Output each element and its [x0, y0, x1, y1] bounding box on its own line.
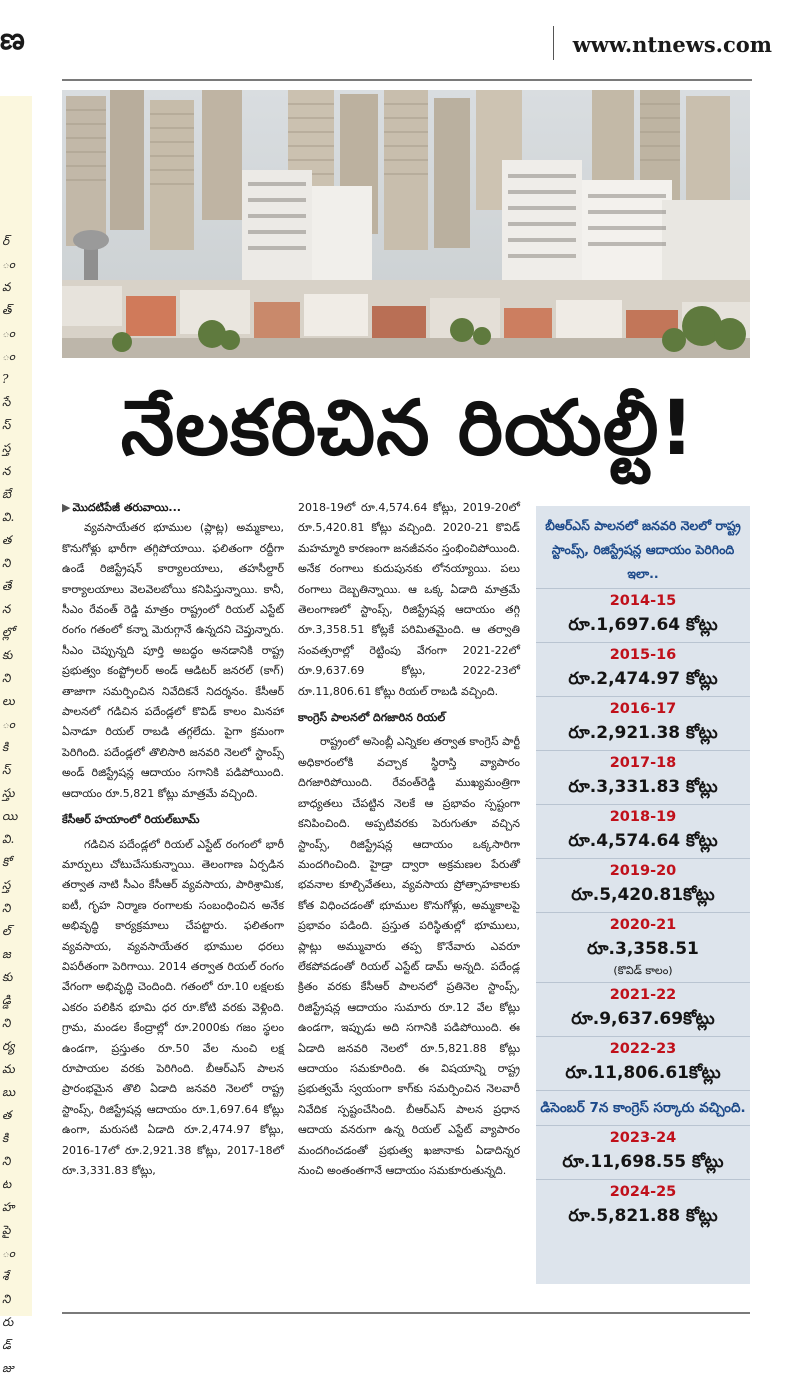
article-paragraph-2: గడిచిన పదేండ్లలో రియల్ ఎస్టేట్ రంగంలో భారీ మార్పులు చోటుచేసుకున్నాయి. తెలంగాణ ఏర్పడిన తర్వాత నాటి సీఎం కేసీఆర్ వ్యవసాయ, పారిశ్రామిక, ఐటీ, గృహ నిర్మాణ రంగాలకు సంబంధించిన అనేక అభివృద్ధి కార్యక్రమాలు చేపట్టారు. ఫలితంగా వ్యవసాయ, వ్యవసాయేతర భూముల ధరలు విపరీతంగా పెరిగాయి. 2014 తర్వాత రియల్ రంగం వేగంగా అభివృద్ధి చెందింది. గతంలో రూ.10 లక్షలకు ఎకరం పలికిన భూమి ధర రూ.కోటి వరకు వెళ్లింది. గ్రామ, మండల కేంద్రాల్లో రూ.2000కు గజం స్థలం ఉండగా, ప్రస్తుతం రూ.50 వేల నుంచి లక్ష రూపాయల వరకు పెరిగింది. బీఆర్ఎస్ పాలన ప్రారంభమైన తొలి ఏడాది జనవరి నెలలో రాష్ట్ర స్టాంప్స్, రిజిస్ట్రేషన్ల ఆదాయం రూ.1,697.64 కోట్లు ఉంగా, మరుసటి ఏడాది రూ.2,474.97 కోట్లు, 2016-17లో రూ.2,921.38 కోట్లు, 2017-18లో రూ.3,331.83 కోట్లు, — [62, 837, 284, 1177]
article-column-1 — [62, 498, 284, 1181]
bottom-rule — [62, 1312, 750, 1314]
revenue-year: 2017-18 — [609, 755, 677, 771]
revenue-year: 2018-19 — [609, 809, 677, 825]
revenue-year: 2021-22 — [609, 987, 677, 1003]
revenue-year: 2022-23 — [609, 1041, 677, 1057]
revenue-year: 2019-20 — [609, 863, 677, 879]
revenue-amount: రూ.11,806.61కోట్లు — [565, 1063, 721, 1083]
revenue-year: 2015-16 — [609, 647, 677, 663]
revenue-amount: రూ.5,821.88 కోట్లు — [568, 1206, 718, 1226]
revenue-item — [536, 642, 750, 696]
revenue-year: 2014-15 — [609, 593, 677, 609]
revenue-sidebar — [536, 506, 750, 1284]
covid-note: (కొవిడ్ కాలం) — [613, 964, 673, 977]
revenue-amount: రూ.11,698.55 కోట్లు — [562, 1152, 724, 1172]
revenue-item — [536, 804, 750, 858]
adjacent-column-strip — [0, 96, 32, 1375]
adjacent-column-text: ర్ ం వ త్ ం ం ? సే స్ స్త న బే వి. త ని తే న ల్లో కు ని లు ం కి స్ స్తు యి వి. కో స్త ని ల్ జ కు డ్డి ని ర్య మ బు త కి ని ట హ పై ం శే ని రు డ్ జు — [2, 234, 18, 1375]
page-header — [0, 0, 800, 80]
article-paragraph-3: 2018-19లో రూ.4,574.64 కోట్లు, 2019-20లో రూ.5,420.81 కోట్లు వచ్చింది. 2020-21 కొవిడ్ మహమ్మారి కారణంగా జనజీవనం స్తంభించిపోయింది. అనేక రంగాలు కుదుపునకు లోనయ్యాయి. పలు రంగాలు దెబ్బతిన్నాయి. ఆ ఒక్క ఏడాది మాత్రమే తెలంగాణలో స్టాంప్స్, రిజిస్ట్రేషన్ల ఆదాయం తగ్గి రూ.3,358.51 కోట్లకే పరిమితమైంది. ఆ తర్వాతి సంవత్సరాల్లో రెట్టింపు వేగంగా 2021-22లో రూ.9,637.69 కోట్లు, 2022-23లో రూ.11,806.61 కోట్లు రియల్ రాబడి వచ్చింది. — [298, 501, 520, 698]
continued-label — [62, 498, 284, 518]
top-rule — [62, 79, 752, 81]
revenue-item — [536, 1036, 750, 1090]
website-url: www.ntnews.com — [572, 32, 772, 57]
revenue-item — [536, 982, 750, 1036]
revenue-item — [536, 750, 750, 804]
revenue-amount: రూ.5,420.81కోట్లు — [571, 885, 715, 905]
revenue-item — [536, 1179, 750, 1233]
revenue-amount: రూ.4,574.64 కోట్లు — [568, 831, 718, 851]
revenue-amount: రూ.2,474.97 కోట్లు — [568, 669, 718, 689]
headline: నేలకరిచిన రియల్టీ! — [120, 383, 696, 472]
triangle-bullet-icon: ▶ — [62, 501, 71, 514]
revenue-item — [536, 912, 750, 982]
subheading-kcr-era: కేసీఆర్ హయాంలో రియల్‌బూమ్ — [62, 813, 200, 827]
continued-label-text: మొదటిపేజీ తరువాయి... — [72, 501, 181, 514]
revenue-year: 2023-24 — [609, 1130, 677, 1146]
revenue-year: 2020-21 — [609, 917, 677, 933]
revenue-item — [536, 858, 750, 912]
revenue-amount: రూ.3,331.83 కోట్లు — [568, 777, 718, 797]
revenue-item — [536, 1125, 750, 1179]
subheading-congress-rule: కాంగ్రెస్ పాలనలో దిగజారిన రియల్ — [298, 711, 446, 725]
revenue-amount: రూ.9,637.69కోట్లు — [571, 1009, 715, 1029]
article-column-2 — [298, 498, 520, 1181]
masthead-fragment: ణ — [0, 22, 25, 57]
article-paragraph-4: రాష్ట్రంలో అసెంబ్లీ ఎన్నికల తర్వాత కాంగ్రెస్ పార్టీ అధికారంలోకి వచ్చాక స్థిరాస్తి వ్యాపారం దిగజారిపోయింది. రేవంత్‌రెడ్డి ముఖ్యమంత్రిగా బాధ్యతలు చేపట్టిన నెలకే ఆ ప్రభావం స్పష్టంగా కనిపించింది. అప్పటివరకు పెరుగుతూ వచ్చిన స్టాంప్స్, రిజిస్ట్రేషన్ల ఆదాయం ఒక్కసారిగా మందగించింది. హైడ్రా ద్వారా అక్రమణల పేరుతో భవనాల కూల్చివేతలు, వ్యవసాయ ప్రోత్సాహకాలకు కోత విధించడంతో భూముల కొనుగోళ్లు, అమ్మకాలపై ప్రభావం పడింది. ప్రస్తుత పరిస్థితుల్లో భూములు, ప్లాట్లు అమ్మువారు తప్ప కొనేవారు ఎవరూ లేకపోవడంతో రియల్ ఎస్టేట్ డామ్ అన్నది. పదేండ్ల క్రితం వరకు కేసీఆర్ పాలనలో ప్రతినెల స్టాంప్స్, రిజిస్ట్రేషన్ల ఆదాయం సుమారు రూ.12 వేల కోట్లు ఉండగా, ఇప్పుడు అది సగానికి పడిపోయింది. ఈ ఏడాది జనవరి నెలలో రూ.5,821.88 కోట్లు ఆదాయం సమకూరింది. ఈ విషయాన్ని రాష్ట్ర ప్రభుత్వమే స్వయంగా కాగ్‌కు సమర్పించిన నెలవారీ నివేదిక స్పష్టంచేసింది. బీఆర్ఎస్ పాలన ప్రధాన ఆదాయ వనరుగా ఉన్న రియల్ ఎస్టేట్ వ్యాపారం మందగించడంతో ప్రభుత్వ ఖజానాకు ఏడాదిన్నర నుంచి అంతంతగానే ఆదాయం సమకూరుతున్నది. — [298, 735, 520, 1177]
revenue-item — [536, 696, 750, 750]
revenue-amount: రూ.3,358.51 — [587, 939, 699, 959]
revenue-amount: రూ.1,697.64 కోట్లు — [568, 615, 718, 635]
article-photo — [62, 90, 750, 358]
revenue-year: 2016-17 — [609, 701, 677, 717]
header-divider — [553, 26, 554, 60]
buildings-photo-illustration — [62, 90, 750, 358]
december-congress-note: డిసెంబర్ 7న కాంగ్రెస్ సర్కారు వచ్చింది. — [536, 1090, 750, 1125]
sidebar-heading: బీఆర్ఎస్ పాలనలో జనవరి నెలలో రాష్ట్ర స్టాంప్స్, రిజిస్ట్రేషన్ల ఆదాయం పెరిగింది ఇలా.. — [545, 518, 741, 581]
revenue-year: 2024-25 — [609, 1184, 677, 1200]
revenue-item — [536, 588, 750, 642]
article-paragraph-1: వ్యవసాయేతర భూముల (ప్లాట్ల) అమ్మకాలు, కొనుగోళ్లు భారీగా తగ్గిపోయాయి. ఫలితంగా రద్దీగా ఉండే రిజిస్ట్రేషన్ కార్యాలయాలు, తహసీల్దార్ కార్యాలయాలు వెలవెలబోయి కనిపిస్తున్నాయి. కానీ, సీఎం రేవంత్ రెడ్డి మాత్రం రాష్ట్రంలో రియల్ ఎస్టేట్ రంగం గతంలో కన్నా మెరుగ్గానే ఉన్నదని చెప్తున్నారు. సీఎం చెప్పున్నది పూర్తి అబద్ధం అనడానికి రాష్ట్ర ప్రభుత్వం కంప్ట్రోలర్ అండ్ ఆడిటర్ జనరల్ (కాగ్) తాజాగా సమర్పించిన నివేదికనే నిదర్శనం. కేసీఆర్ పాలనలో గడిచిన పదేండ్లలో కొవిడ్ కాలం మినహా ఏనాడూ రియల్ రాబడి తగ్గలేదు. పైగా క్రమంగా పెరిగింది. పదేండ్లలో తొలిసారి జనవరి నెలలో స్టాంప్స్ అండ్ రిజిస్ట్రేషన్ల ఆదాయం సగానికి పడిపోయింది. ఆదాయం రూ.5,821 కోట్లు మాత్రమే వచ్చింది. — [62, 521, 284, 800]
revenue-amount: రూ.2,921.38 కోట్లు — [568, 723, 718, 743]
